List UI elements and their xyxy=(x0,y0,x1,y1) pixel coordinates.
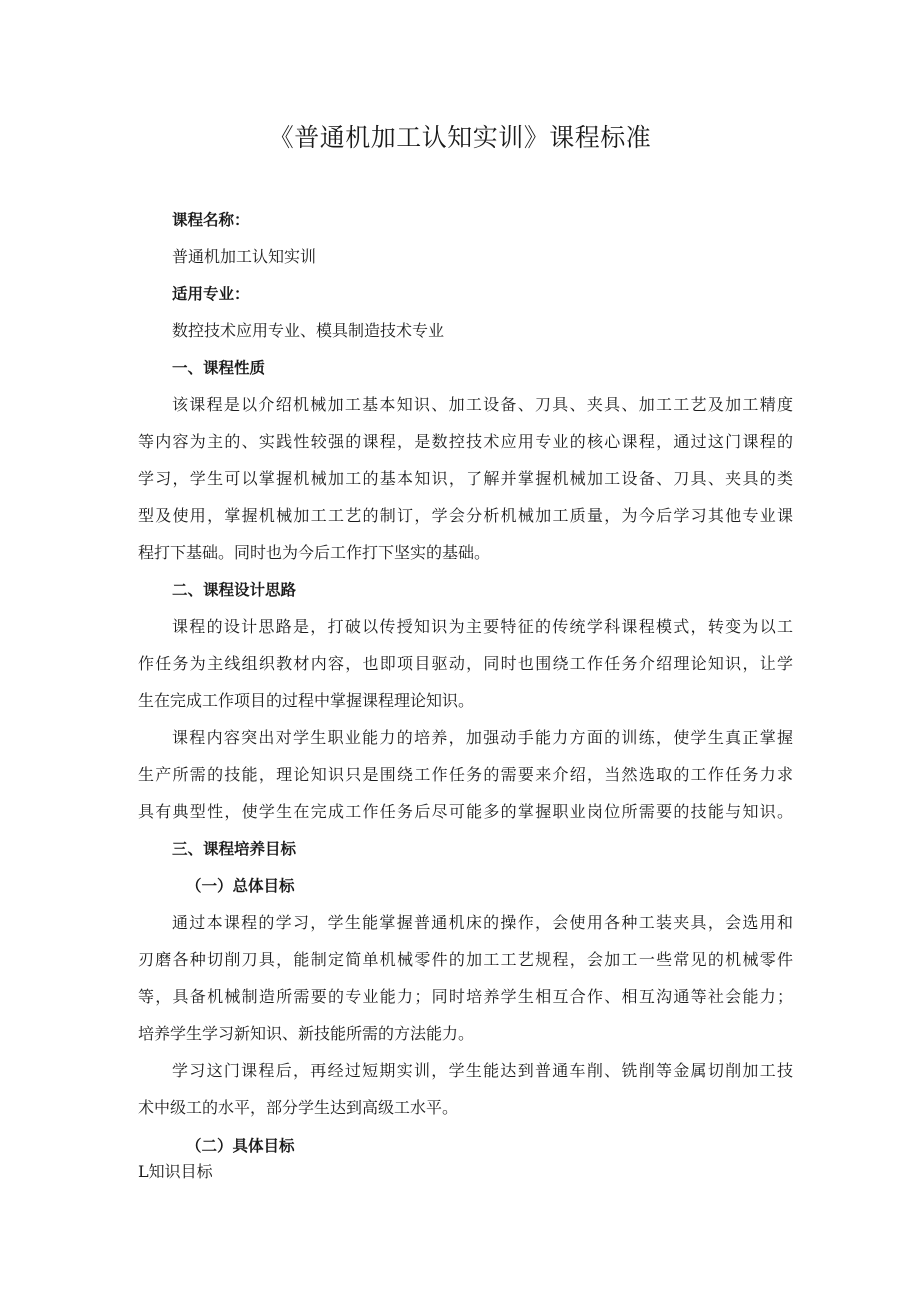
paragraph-line: 具有典型性，使学生在完成工作任务后尽可能多的掌握职业岗位所需要的技能与知识。 xyxy=(138,802,793,821)
paragraph-line: 课程内容突出对学生职业能力的培养，加强动手能力方面的训练，使学生真正掌握 xyxy=(172,728,793,747)
paragraph-line: 刃磨各种切削刀具，能制定简单机械零件的加工工艺规程，会加工一些常见的机械零件 xyxy=(138,950,793,969)
subsection-heading-overall: （一）总体目标 xyxy=(186,877,295,895)
section-heading-goals: 三、课程培养目标 xyxy=(172,840,297,858)
paragraph-line: 作任务为主线组织教材内容，也即项目驱动，同时也围绕工作任务介绍理论知识，让学 xyxy=(138,654,793,673)
course-name-label: 课程名称： xyxy=(172,211,250,229)
paragraph-line: 生产所需的技能，理论知识只是围绕工作任务的需要来介绍，当然选取的工作任务力求 xyxy=(138,765,793,784)
document-title: 《普通机加工认知实训》课程标准 xyxy=(268,123,652,152)
paragraph-line: 课程的设计思路是，打破以传授知识为主要特征的传统学科课程模式，转变为以工 xyxy=(172,617,793,636)
major-value: 数控技术应用专业、模具制造技术专业 xyxy=(172,321,445,340)
section-heading-nature: 一、课程性质 xyxy=(172,359,266,377)
major-label: 适用专业： xyxy=(172,285,250,303)
paragraph-design-2 xyxy=(138,726,793,824)
paragraph-line: 培养学生学习新知识、新技能所需的方法能力。 xyxy=(138,1024,475,1043)
paragraph-line: 程打下基础。同时也为今后工作打下坚实的基础。 xyxy=(138,543,491,562)
paragraph-overall-1 xyxy=(138,911,793,1046)
paragraph-line: 术中级工的水平，部分学生达到高级工水平。 xyxy=(138,1098,459,1117)
paragraph-line: 该课程是以介绍机械加工基本知识、加工设备、刀具、夹具、加工工艺及加工精度 xyxy=(172,395,793,414)
course-name-value: 普通机加工认知实训 xyxy=(172,247,317,266)
paragraph-line: 等，具备机械制造所需要的专业能力；同时培养学生相互合作、相互沟通等社会能力； xyxy=(138,987,793,1006)
paragraph-overall-2 xyxy=(138,1059,793,1120)
paragraph-line: 学习，学生可以掌握机械加工的基本知识，了解并掌握机械加工设备、刀具、夹具的类 xyxy=(138,469,793,488)
paragraph-line: 等内容为主的、实践性较强的课程，是数控技术应用专业的核心课程，通过这门课程的 xyxy=(138,432,793,451)
knowledge-goal-item: L知识目标 xyxy=(138,1162,213,1181)
paragraph-course-nature xyxy=(138,393,793,565)
paragraph-line: 通过本课程的学习，学生能掌握普通机床的操作，会使用各种工装夹具，会选用和 xyxy=(172,913,793,932)
paragraph-line: 型及使用，掌握机械加工工艺的制订，学会分析机械加工质量，为今后学习其他专业课 xyxy=(138,506,793,525)
paragraph-line: 生在完成工作项目的过程中掌握课程理论知识。 xyxy=(138,691,475,710)
paragraph-design-1 xyxy=(138,615,793,713)
subsection-heading-specific: （二）具体目标 xyxy=(186,1137,295,1155)
paragraph-line: 学习这门课程后，再经过短期实训，学生能达到普通车削、铣削等金属切削加工技 xyxy=(172,1061,793,1080)
document-body xyxy=(138,208,793,1184)
section-heading-design: 二、课程设计思路 xyxy=(172,581,297,599)
